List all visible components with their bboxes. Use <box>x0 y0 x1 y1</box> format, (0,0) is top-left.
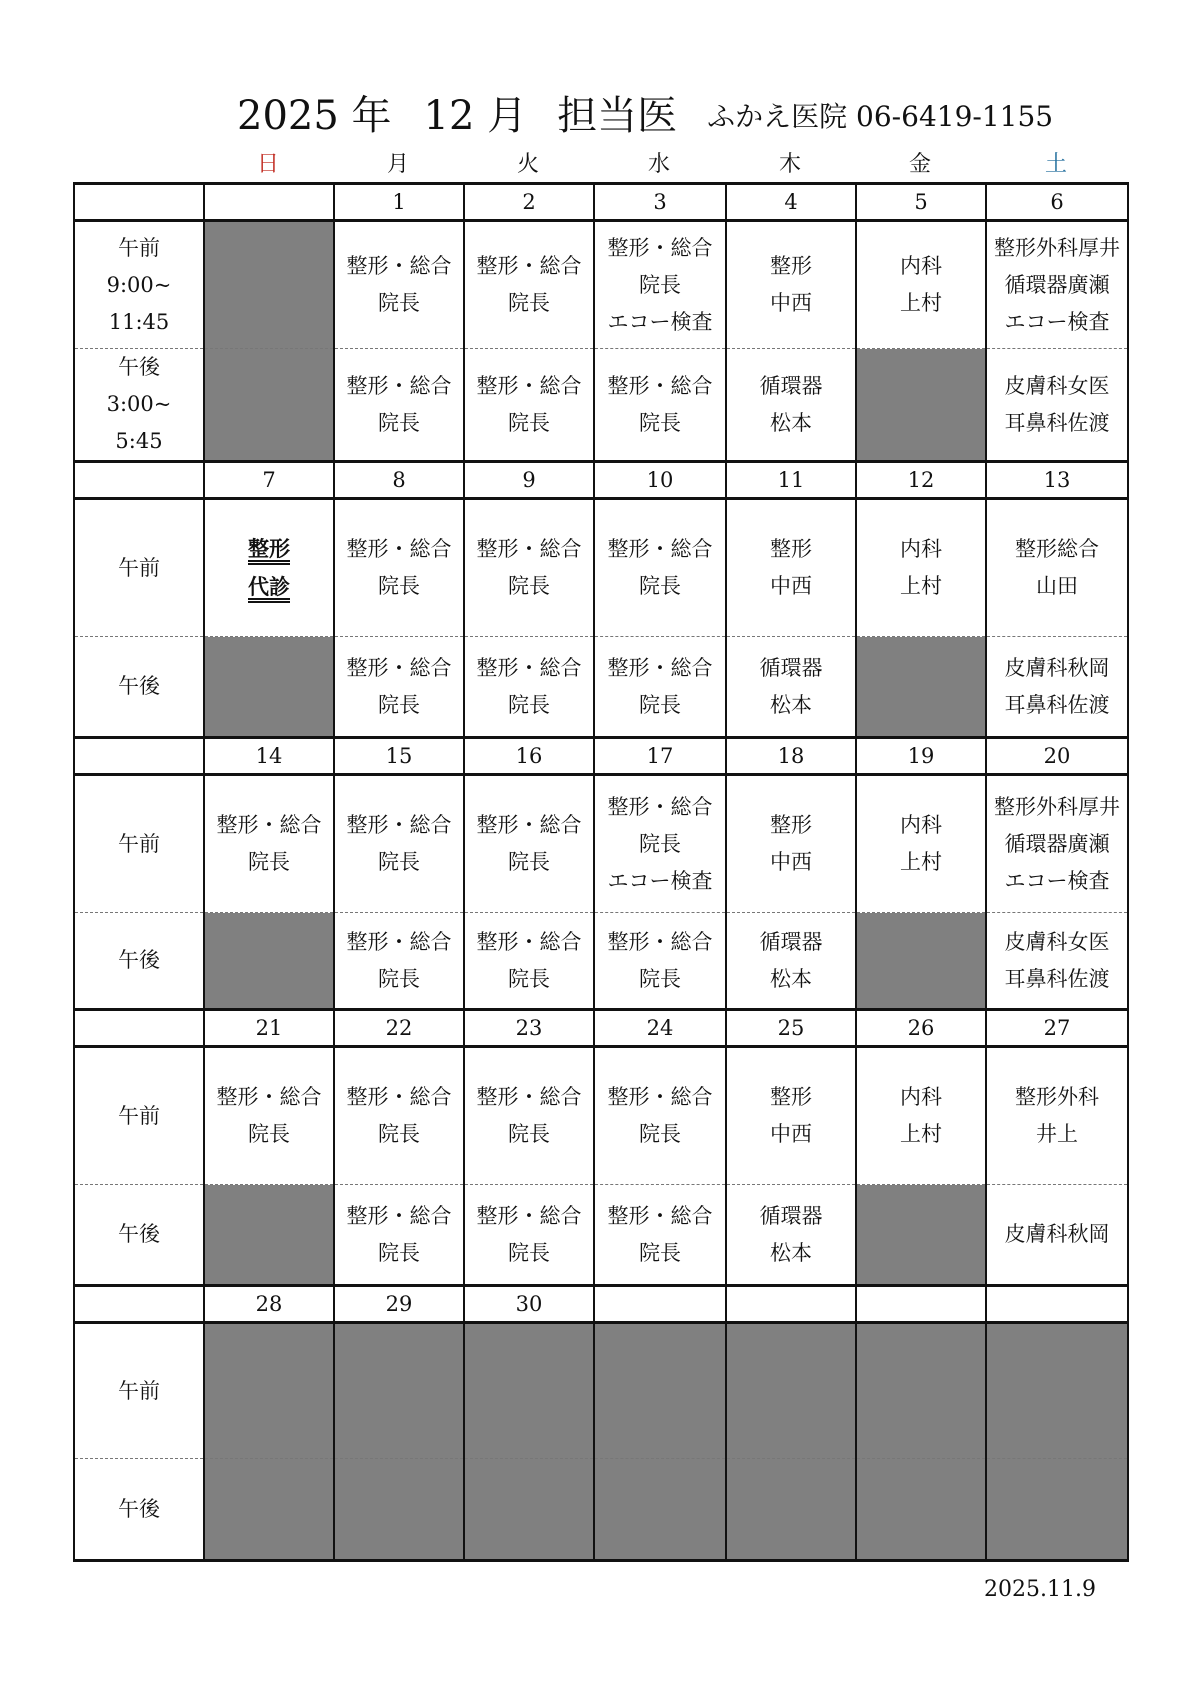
afternoon-row <box>74 1185 1128 1286</box>
slot-line: 循環器 <box>759 1203 823 1228</box>
slot-line: 整形・総合 <box>607 373 713 398</box>
slot-line: 午前 <box>118 555 160 580</box>
morning-label <box>74 775 204 913</box>
slot-line: 循環器廣瀬 <box>1004 831 1110 856</box>
slot-line: 院長 <box>508 574 550 598</box>
closed-slot <box>204 221 334 349</box>
date-row-label <box>74 1286 204 1323</box>
day-number: 8 <box>334 462 464 499</box>
date-row <box>74 1010 1128 1047</box>
weekday-5: 金 <box>908 152 931 177</box>
day-number: 23 <box>464 1010 594 1047</box>
slot-line: 整形外科厚井 <box>994 794 1120 819</box>
doctor-slot <box>986 637 1128 738</box>
day-number: 26 <box>856 1010 986 1047</box>
doctor-slot <box>594 775 726 913</box>
closed-slot <box>204 637 334 738</box>
slot-line: 院長 <box>378 1240 420 1265</box>
slot-line: 5:45 <box>115 429 163 453</box>
day-number: 20 <box>986 738 1128 775</box>
morning-row <box>74 1047 1128 1185</box>
weekday-spacer <box>73 150 203 180</box>
doctor-slot <box>856 775 986 913</box>
slot-line: 院長 <box>508 850 550 874</box>
doctor-slot <box>334 221 464 349</box>
day-number: 29 <box>334 1286 464 1323</box>
slot-line: 井上 <box>1036 1122 1078 1146</box>
slot-line: 中西 <box>770 850 812 874</box>
slot-line: 整形 <box>770 537 812 561</box>
doctor-slot <box>856 221 986 349</box>
doctor-slot <box>464 913 594 1010</box>
slot-line: 院長 <box>378 850 420 874</box>
closed-slot <box>986 1459 1128 1561</box>
closed-slot <box>856 637 986 738</box>
slot-line: 上村 <box>900 1122 942 1146</box>
slot-line: 循環器 <box>759 373 823 398</box>
doctor-slot <box>464 499 594 637</box>
afternoon-row <box>74 913 1128 1010</box>
slot-line: 循環器廣瀬 <box>1004 272 1110 297</box>
morning-label <box>74 1323 204 1459</box>
slot-line: 整形・総合 <box>476 1085 582 1109</box>
weekday-6: 土 <box>1044 152 1067 177</box>
slot-line: 整形・総合 <box>476 655 582 680</box>
slot-line: 山田 <box>1036 574 1078 598</box>
slot-line: 院長 <box>508 410 550 435</box>
day-number: 25 <box>726 1010 856 1047</box>
slot-line: 整形・総合 <box>346 1085 452 1109</box>
issue-date: 2025.11.9 <box>984 1577 1096 1602</box>
closed-slot <box>726 1323 856 1459</box>
day-number: 27 <box>986 1010 1128 1047</box>
doctor-slot <box>594 637 726 738</box>
day-number: 2 <box>464 184 594 221</box>
weekday-2: 火 <box>516 152 539 177</box>
doctor-slot <box>334 775 464 913</box>
slot-line: 整形・総合 <box>607 1085 713 1109</box>
slot-line: 11:45 <box>108 309 170 334</box>
doctor-slot <box>726 349 856 462</box>
slot-line: 松本 <box>770 1240 812 1265</box>
slot-line: 整形・総合 <box>476 929 582 954</box>
doctor-slot <box>334 499 464 637</box>
doctor-slot <box>856 1047 986 1185</box>
slot-line: 整形・総合 <box>216 813 322 837</box>
morning-label <box>74 221 204 349</box>
slot-line: 院長 <box>508 291 550 315</box>
date-row <box>74 462 1128 499</box>
closed-slot <box>594 1459 726 1561</box>
closed-slot <box>856 1323 986 1459</box>
slot-line: 3:00~ <box>106 392 172 416</box>
slot-line: 午後 <box>118 1222 160 1246</box>
doctor-slot <box>726 221 856 349</box>
doctor-slot <box>726 499 856 637</box>
date-row <box>74 184 1128 221</box>
day-number: 4 <box>726 184 856 221</box>
slot-line: 午前 <box>118 831 160 856</box>
weekday-0: 日 <box>256 152 279 177</box>
doctor-slot <box>204 775 334 913</box>
slot-line: 院長 <box>639 272 681 297</box>
slot-line: 午前 <box>118 1103 160 1128</box>
doctor-slot <box>856 499 986 637</box>
slot-line: 上村 <box>900 291 942 315</box>
doctor-slot <box>464 1185 594 1286</box>
slot-line: 内科 <box>900 537 942 561</box>
title-year: 2025 年 <box>237 93 392 139</box>
closed-slot <box>334 1459 464 1561</box>
slot-line: 整形 <box>770 254 812 278</box>
closed-slot <box>204 1323 334 1459</box>
morning-row <box>74 499 1128 637</box>
doctor-slot <box>334 1047 464 1185</box>
slot-line: エコー検査 <box>1004 868 1110 893</box>
day-number: 24 <box>594 1010 726 1047</box>
slot-line: 上村 <box>900 574 942 598</box>
doctor-slot <box>334 913 464 1010</box>
closed-slot <box>464 1459 594 1561</box>
slot-line: 整形・総合 <box>346 1203 452 1228</box>
closed-slot <box>334 1323 464 1459</box>
slot-line: 整形 <box>248 536 290 561</box>
doctor-slot <box>334 637 464 738</box>
title-label: 担当医 <box>557 93 678 139</box>
slot-line: 松本 <box>770 966 812 991</box>
day-number: 18 <box>726 738 856 775</box>
afternoon-row <box>74 637 1128 738</box>
slot-line: 皮膚科秋岡 <box>1004 655 1110 680</box>
closed-slot <box>204 1459 334 1561</box>
slot-line: 院長 <box>508 966 550 991</box>
schedule-table <box>73 182 1129 1562</box>
slot-line: 院長 <box>248 1122 290 1146</box>
afternoon-row <box>74 1459 1128 1561</box>
closed-slot <box>204 1185 334 1286</box>
closed-slot <box>856 349 986 462</box>
closed-slot <box>856 1185 986 1286</box>
slot-line: 院長 <box>378 574 420 598</box>
date-row <box>74 738 1128 775</box>
slot-line: エコー検査 <box>607 868 713 893</box>
afternoon-label <box>74 637 204 738</box>
doctor-slot <box>464 349 594 462</box>
day-number: 28 <box>204 1286 334 1323</box>
day-number: 22 <box>334 1010 464 1047</box>
day-number: 9 <box>464 462 594 499</box>
slot-line: 院長 <box>378 1122 420 1146</box>
slot-line: 午後 <box>118 948 160 972</box>
closed-slot <box>464 1323 594 1459</box>
doctor-slot <box>204 499 334 637</box>
closed-slot <box>204 349 334 462</box>
morning-label <box>74 499 204 637</box>
doctor-slot <box>986 1047 1128 1185</box>
slot-line: 整形・総合 <box>346 537 452 561</box>
slot-line: 整形・総合 <box>346 813 452 837</box>
doctor-slot <box>726 1185 856 1286</box>
slot-line: 整形・総合 <box>346 373 452 398</box>
slot-line: 院長 <box>639 692 681 717</box>
morning-label <box>74 1047 204 1185</box>
doctor-slot <box>334 349 464 462</box>
morning-row <box>74 775 1128 913</box>
slot-line: 内科 <box>900 1085 942 1109</box>
doctor-slot <box>986 221 1128 349</box>
doctor-slot <box>726 637 856 738</box>
slot-line: 循環器 <box>759 929 823 954</box>
slot-line: 中西 <box>770 574 812 598</box>
day-number: 1 <box>334 184 464 221</box>
slot-line: 整形・総合 <box>607 1203 713 1228</box>
doctor-slot <box>464 775 594 913</box>
day-number <box>856 1286 986 1323</box>
slot-line: 院長 <box>639 1122 681 1146</box>
title-month: 12 月 <box>423 93 528 139</box>
slot-line: 整形・総合 <box>607 794 713 819</box>
slot-line: 整形 <box>770 813 812 837</box>
closed-slot <box>856 1459 986 1561</box>
slot-line: 耳鼻科佐渡 <box>1004 410 1110 435</box>
day-number: 16 <box>464 738 594 775</box>
slot-line: 整形・総合 <box>607 929 713 954</box>
afternoon-row <box>74 349 1128 462</box>
slot-line: 循環器 <box>759 655 823 680</box>
doctor-slot <box>334 1185 464 1286</box>
closed-slot <box>726 1459 856 1561</box>
date-row-label <box>74 738 204 775</box>
slot-line: エコー検査 <box>607 309 713 334</box>
doctor-slot <box>464 637 594 738</box>
slot-line: 皮膚科女医 <box>1004 373 1110 398</box>
doctor-slot <box>986 349 1128 462</box>
slot-line: 9:00~ <box>106 272 172 297</box>
date-row <box>74 1286 1128 1323</box>
slot-line: 院長 <box>378 410 420 435</box>
doctor-slot <box>726 775 856 913</box>
slot-line: 整形・総合 <box>346 655 452 680</box>
slot-line: 院長 <box>508 1240 550 1265</box>
slot-line: 中西 <box>770 1122 812 1146</box>
slot-line: 整形外科厚井 <box>994 235 1120 260</box>
day-number: 12 <box>856 462 986 499</box>
closed-slot <box>594 1323 726 1459</box>
doctor-slot <box>986 775 1128 913</box>
doctor-slot <box>986 1185 1128 1286</box>
slot-line: 院長 <box>378 692 420 717</box>
morning-row <box>74 221 1128 349</box>
day-number: 7 <box>204 462 334 499</box>
day-number: 3 <box>594 184 726 221</box>
slot-line: 上村 <box>900 850 942 874</box>
slot-line: 整形・総合 <box>476 813 582 837</box>
slot-line: 院長 <box>639 410 681 435</box>
closed-slot <box>986 1323 1128 1459</box>
slot-line: 院長 <box>248 850 290 874</box>
doctor-slot <box>986 499 1128 637</box>
day-number <box>986 1286 1128 1323</box>
slot-line: 整形・総合 <box>476 254 582 278</box>
afternoon-label <box>74 1459 204 1561</box>
slot-line: 午後 <box>118 674 160 698</box>
date-row-label <box>74 1010 204 1047</box>
doctor-slot <box>204 1047 334 1185</box>
doctor-slot <box>594 349 726 462</box>
slot-line: 整形・総合 <box>216 1085 322 1109</box>
doctor-slot <box>594 1047 726 1185</box>
slot-line: 皮膚科女医 <box>1004 929 1110 954</box>
day-number: 17 <box>594 738 726 775</box>
slot-line: 内科 <box>900 254 942 278</box>
day-number <box>726 1286 856 1323</box>
doctor-slot <box>464 221 594 349</box>
slot-line: 中西 <box>770 291 812 315</box>
slot-line: 院長 <box>508 1122 550 1146</box>
slot-line: 院長 <box>639 966 681 991</box>
doctor-slot <box>594 1185 726 1286</box>
doctor-slot <box>986 913 1128 1010</box>
clinic-name-phone: ふかえ医院 06-6419-1155 <box>707 100 1054 133</box>
afternoon-label <box>74 913 204 1010</box>
day-number: 21 <box>204 1010 334 1047</box>
slot-line: 内科 <box>900 813 942 837</box>
day-number: 13 <box>986 462 1128 499</box>
slot-line: 午後 <box>118 355 160 379</box>
slot-line: 代診 <box>248 574 290 599</box>
slot-line: 皮膚科秋岡 <box>1004 1222 1110 1246</box>
afternoon-label <box>74 349 204 462</box>
doctor-slot <box>594 499 726 637</box>
doctor-slot <box>594 221 726 349</box>
day-number: 15 <box>334 738 464 775</box>
slot-line: 午後 <box>118 1496 160 1521</box>
slot-line: 院長 <box>378 291 420 315</box>
date-row-label <box>74 462 204 499</box>
slot-line: 耳鼻科佐渡 <box>1004 966 1110 991</box>
slot-line: 松本 <box>770 410 812 435</box>
day-number: 5 <box>856 184 986 221</box>
slot-line: 院長 <box>639 1240 681 1265</box>
slot-line: 整形・総合 <box>346 254 452 278</box>
weekday-3: 水 <box>647 152 670 177</box>
morning-row <box>74 1323 1128 1459</box>
day-number: 19 <box>856 738 986 775</box>
slot-line: 整形・総合 <box>607 235 713 260</box>
day-number: 10 <box>594 462 726 499</box>
weekday-header <box>73 150 1127 180</box>
closed-slot <box>204 913 334 1010</box>
slot-line: 整形 <box>770 1085 812 1109</box>
slot-line: エコー検査 <box>1004 309 1110 334</box>
slot-line: 整形・総合 <box>607 537 713 561</box>
doctor-slot <box>726 913 856 1010</box>
date-row-label <box>74 184 204 221</box>
doctor-slot <box>464 1047 594 1185</box>
slot-line: 院長 <box>378 966 420 991</box>
doctor-slot <box>726 1047 856 1185</box>
day-number <box>594 1286 726 1323</box>
page-title <box>237 84 1053 141</box>
day-number <box>204 184 334 221</box>
slot-line: 午前 <box>118 1378 160 1403</box>
slot-line: 整形・総合 <box>476 373 582 398</box>
slot-line: 整形・総合 <box>476 1203 582 1228</box>
slot-line: 整形総合 <box>1015 537 1099 561</box>
weekday-4: 木 <box>778 152 801 177</box>
slot-line: 整形・総合 <box>476 537 582 561</box>
slot-line: 耳鼻科佐渡 <box>1004 692 1110 717</box>
closed-slot <box>856 913 986 1010</box>
day-number: 14 <box>204 738 334 775</box>
slot-line: 整形・総合 <box>607 655 713 680</box>
weekday-1: 月 <box>386 152 409 177</box>
slot-line: 整形・総合 <box>346 929 452 954</box>
slot-line: 午前 <box>118 235 160 260</box>
day-number: 6 <box>986 184 1128 221</box>
slot-line: 院長 <box>639 831 681 856</box>
doctor-slot <box>594 913 726 1010</box>
slot-line: 整形外科 <box>1015 1085 1099 1109</box>
afternoon-label <box>74 1185 204 1286</box>
slot-line: 院長 <box>639 574 681 598</box>
day-number: 11 <box>726 462 856 499</box>
day-number: 30 <box>464 1286 594 1323</box>
slot-line: 院長 <box>508 692 550 717</box>
slot-line: 松本 <box>770 692 812 717</box>
